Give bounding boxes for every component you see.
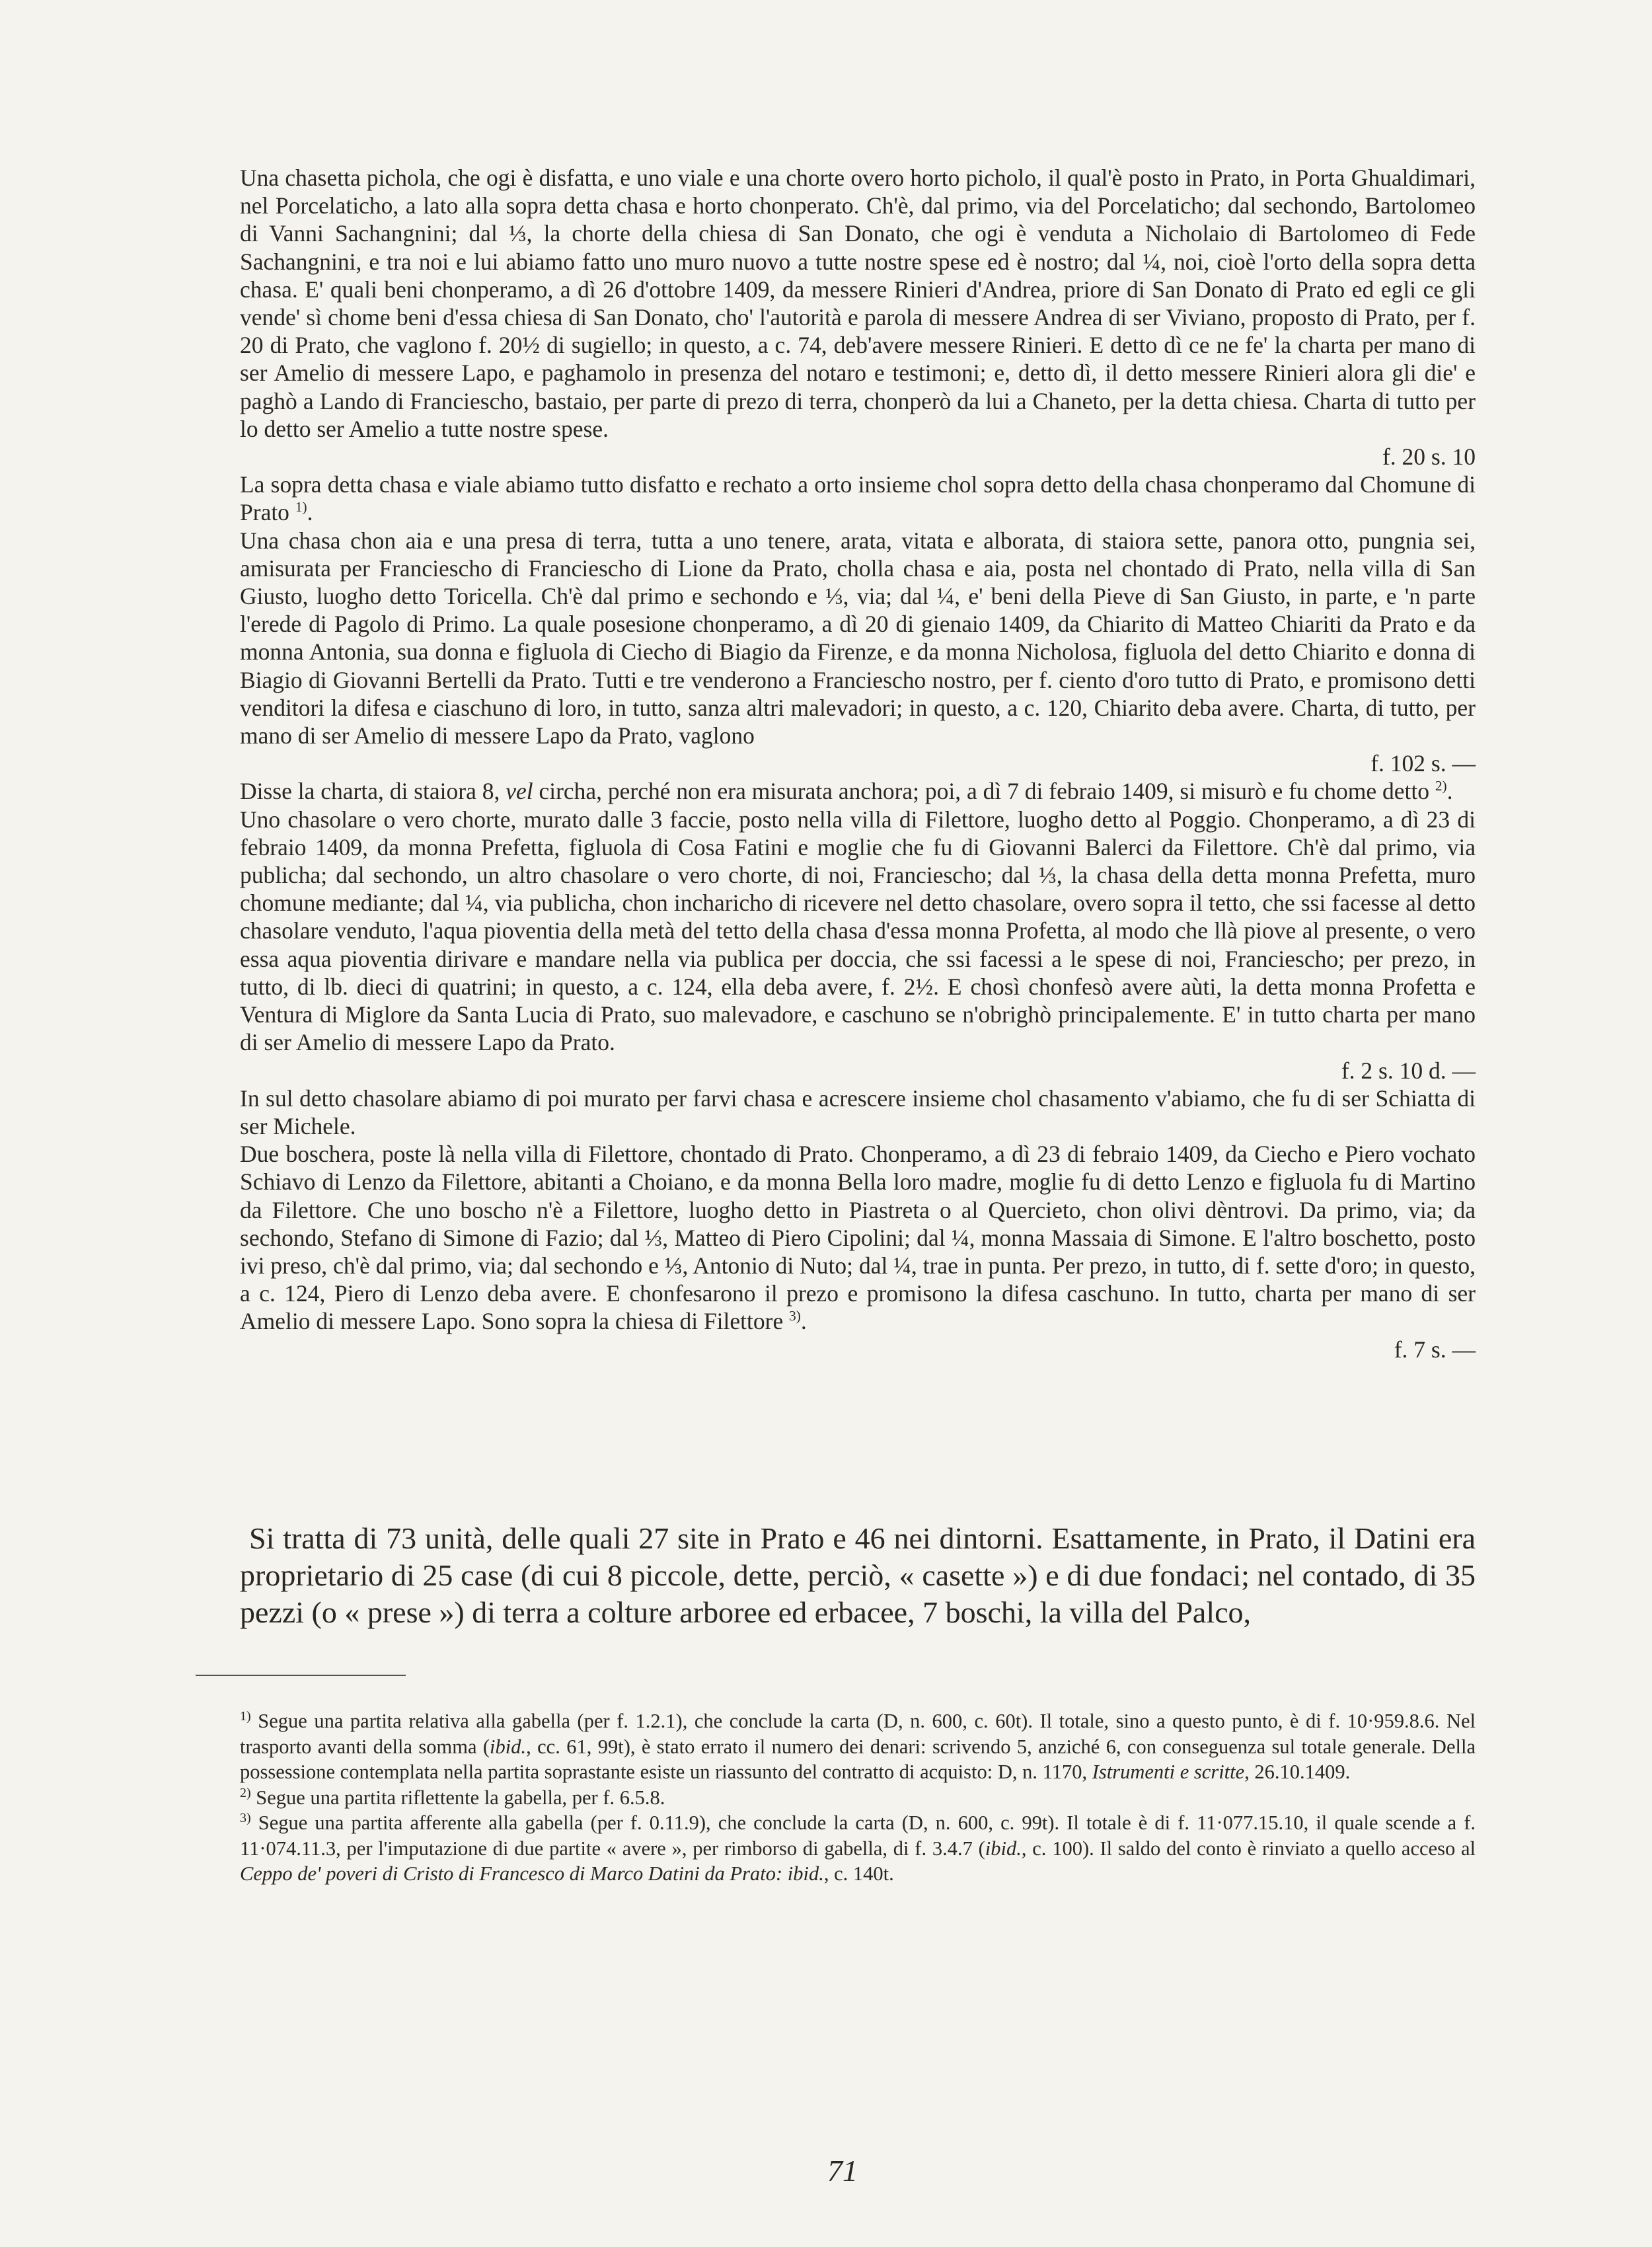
entry-amount: f. 102 s. — (1370, 750, 1476, 777)
footnote-ref: 3) (789, 1308, 801, 1324)
entry-note-chasamento: In sul detto chasolare abiamo di poi murato per farvi chasa e acrescere insieme chol chasamento v'abiamo, che fu di ser Schiatta di ser Michele. (240, 1085, 1476, 1139)
entry-chasetta: Una chasetta pichola, che ogi è disfatta, e uno viale e una chorte overo horto picholo, il qual'è posto in Prato, in Porta Ghualdimari, nel Porcelaticho, a lato alla sopra detta chasa e horto chonperato. Ch'è, dal primo, via del Porcelaticho; dal sechondo, Bartolomeo di Vanni Sachangnini; dal ⅓, la chorte della chiesa di San Donato, che ogi è venduta a Nicholaio di Bartolomeo di Fede Sachangnini, e tra noi e lui abiamo fatto uno muro nuovo a tutte nostre spese ed è nostro; dal ¼, noi, cioè l'orto della sopra detta chasa. E' quali beni chonperamo, a dì 26 d'ottobre 1409, da messere Rinieri d'Andrea, priore di San Donato di Prato ed egli ce gli vende' sì chome beni d'essa chiesa di San Donato, cho' l'autorità e parola di messere Andrea di ser Viviano, proposto di Prato, per f. 20 di Prato, che vaglono f. 20½ di sugiello; in questo, a c. 74, deb'avere messere Rinieri. E detto dì ce ne fe' la charta per mano di ser Amelio di messere Lapo, e paghamolo in presenza del notaro e testimoni; e, detto dì, il detto messere Rinieri alora gli die' e paghò a Lando di Franciescho, bastaio, per parte di prezo di terra, chonperò da lui a Chaneto, per la detta chiesa. Charta di tutto per lo detto ser Amelio a tutte nostre spese. f. 20 s. 10 (240, 165, 1476, 471)
footnote-ref: 2) (1435, 778, 1447, 794)
entry-note-misura: Disse la charta, di staiora 8, vel circha, perché non era misurata anchora; poi, a dì 7 di febraio 1409, si misurò e fu chome detto $^{2)}$. (240, 778, 1453, 805)
summary-paragraph: Si tratta di 73 unità, delle quali 27 site in Prato e 46 nei dintorni. Esattamente, in Prato, il Datini era proprietario di 25 case (di cui 8 piccole, dette, perciò, « casette ») e di due fondaci; nel contado, di 35 pezzi (o « prese ») di terra a colture arboree ed erbacee, 7 boschi, la villa del Palco, (240, 1521, 1476, 1629)
footnote-3: $^{3)}$ Segue una partita afferente alla gabella (per f. 0.11.9), che conclude la carta (D, n. 600, c. 99t). Il totale è di f. 11·077.15.10, il quale scende a f. 11·074.11.3, per l'imputazione di due partite « avere », per rimborso di gabella, di f. 3.4.7 (ibid., c. 100). Il saldo del conto è rinviato a quello acceso al Ceppo de' poveri di Cristo di Francesco di Marco Datini da Prato: ibid., c. 140t. (240, 1810, 1476, 1885)
footnote-1: $^{1)}$ Segue una partita relativa alla gabella (per f. 1.2.1), che conclude la carta (D, n. 600, c. 60t). Il totale, sino a questo punto, è di f. 10·959.8.6. Nel trasporto avanti della somma (ibid., cc. 61, 99t), è stato errato il numero dei denari: scrivendo 5, anziché 6, con conseguenza sul totale generale. Della possessione contemplata nella partita soprastante esiste un riassunto del contratto di acquisto: D, n. 1170, Istrumenti e scritte, 26.10.1409. (240, 1708, 1476, 1783)
inventory-entries (240, 164, 1476, 1363)
footnote-ref: 1) (295, 499, 307, 515)
entry-amount: f. 20 s. 10 (1382, 443, 1476, 471)
entry-chasa-aia: Una chasa chon aia e una presa di terra, tutta a uno tenere, arata, vitata e alborata, di staiora sette, panora otto, pungnia sei, amisurata per Franciescho di Franciescho di Lione da Prato, cholla chasa e aia, posta nel chontado di Prato, nella villa di San Giusto, luogho detto Toricella. Ch'è dal primo e sechondo e ⅓, via; dal ¼, e' beni della Pieve di San Giusto, in parte, e 'n parte l'erede di Pagolo di Primo. La quale posesione chonperamo, a dì 20 di gienaio 1409, da Chiarito di Matteo Chiariti da Prato e da monna Antonia, sua donna e figluola di Ciecho di Biagio da Firenze, e da monna Nicholosa, figluola del detto Chiarito e donna di Biagio di Giovanni Bertelli da Prato. Tutti e tre venderono a Franciescho nostro, per f. ciento d'oro tutto di Prato, e promisono detti venditori la difesa e ciaschuno di loro, in tutto, sanza altri malevadori; in questo, a c. 120, Chiarito deba avere. Charta, di tutto, per mano di ser Amelio di messere Lapo da Prato, vaglono f. 102 s. — (240, 527, 1476, 777)
footnotes (240, 1708, 1476, 1887)
entry-boschera: Due boschera, poste là nella villa di Filettore, chontado di Prato. Chonperamo, a dì 23 di febraio 1409, da Ciecho e Piero vochato Schiavo di Lenzo da Filettore, abitanti a Choiano, e da monna Bella loro madre, moglie fu di detto Lenzo e figluola fu di Martino da Filettore. Che uno boscho n'è a Filettore, luogho detto in Piastreta o al Quercieto, chon olivi dèntrovi. Da primo, via; da sechondo, Stefano di Simone di Fazio; dal ⅓, Matteo di Piero Cipolini; dal ¼, monna Massaia di Simone. E l'altro boschetto, posto ivi preso, ch'è dal primo, via; dal sechondo e ⅓, Antonio di Nuto; dal ¼, trae in punta. Per prezo, in tutto, di f. sette d'oro; in questo, a c. 124, Piero di Lenzo deba avere. E chonfesarono il prezo e promisono la difesa caschuno. In tutto, charta per mano di ser Amelio di messere Lapo. Sono sopra la chiesa di Filettore $^{3)}$. f. 7 s. — (240, 1141, 1476, 1363)
entry-chasolare: Uno chasolare o vero chorte, murato dalle 3 faccie, posto nella villa di Filettore, luogho detto al Poggio. Chonperamo, a dì 23 di febraio 1409, da monna Prefetta, figluola di Cosa Fatini e moglie che fu di Giovanni Balerci da Filettore. Ch'è dal primo, via publicha; dal sechondo, un altro chasolare o vero chorte, di noi, Franciescho; dal ⅓, la chasa della detta monna Prefetta, muro chomune mediante; dal ¼, via publicha, chon incharicho di ricevere nel detto chasolare, overo sopra il tetto, che ssi facesse al detto chasolare venduto, l'aqua pioventia della metà del tetto della chasa d'essa monna Profetta, al modo che llà piove al presente, o vero essa aqua pioventia dirivare e mandare nella via publica per doccia, che ssi facessi a le spese di noi, Franciescho; per prezo, in tutto, di lb. dieci di quatrini; in questo, a c. 124, ella deba avere, f. 2½. E chosì chonfesò avere aùti, la detta monna Profetta e Ventura di Miglore da Santa Lucia di Prato, suo malevadore, e caschuno se n'obrighò principalemente. E' in tutto charta per mano di ser Amelio di messere Lapo da Prato. f. 2 s. 10 d. — (240, 806, 1476, 1084)
page-number: 71 (827, 2154, 858, 2188)
entry-amount: f. 7 s. — (1394, 1336, 1476, 1363)
entry-amount: f. 2 s. 10 d. — (1341, 1057, 1476, 1084)
footnote-2: $^{2)}$ Segue una partita riflettente la gabella, per f. 6.5.8. (240, 1785, 665, 1809)
entry-note-disfatto: La sopra detta chasa e viale abiamo tutto disfatto e rechato a orto insieme chol sopra detto della chasa chonperamo dal Chomune di Prato $^{1)}$. (240, 471, 1476, 526)
footnote-divider (196, 1675, 406, 1676)
